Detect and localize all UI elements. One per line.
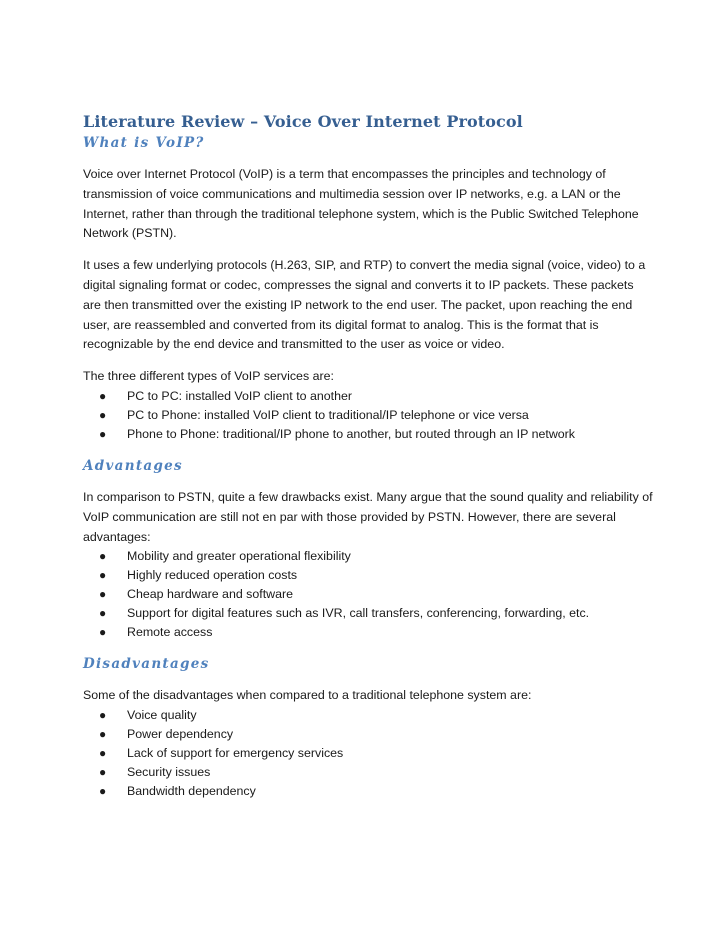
list-item — [83, 725, 653, 744]
bullet-icon: ● — [99, 606, 107, 621]
bullet-icon: ● — [99, 765, 107, 780]
list-item — [83, 763, 653, 782]
list-item — [83, 585, 653, 604]
bullet-icon: ● — [99, 407, 107, 422]
list-item — [83, 782, 653, 801]
list-item — [83, 706, 653, 725]
bullet-icon: ● — [99, 388, 107, 403]
list-item-text: Lack of support for emergency services — [127, 746, 344, 761]
list-item — [83, 425, 653, 444]
paragraph: The three different types of VoIP services are: — [83, 369, 334, 384]
paragraph: Some of the disadvantages when compared to a traditional telephone system are: — [83, 688, 532, 703]
document-body — [83, 112, 653, 801]
paragraph: It uses a few underlying protocols (H.263, SIP, and RTP) to convert the media signal (voice, video) to a digital signaling format or codec, compresses the signal and converts it to IP packets. These packets are then transmitted over the existing IP network to the end user. The packet, upon reaching the end user, are reassembled and converted from its digital format to analog. This is the format that is recognizable by the end device and transmitted to the user as voice or video. — [83, 258, 646, 352]
bullet-icon: ● — [99, 708, 107, 723]
paragraph: In comparison to PSTN, quite a few drawbacks exist. Many argue that the sound quality and reliability of VoIP communication are still not en par with those provided by PSTN. However, there are several advantages: — [83, 489, 653, 544]
bullet-icon: ● — [99, 587, 107, 602]
bullet-icon: ● — [99, 549, 107, 564]
bullet-icon: ● — [99, 784, 107, 799]
list-item — [83, 744, 653, 763]
bullet-icon: ● — [99, 727, 107, 742]
list-item-text: Voice quality — [127, 708, 197, 723]
list-item — [83, 547, 653, 566]
list-item-text: Phone to Phone: traditional/IP phone to another, but routed through an IP network — [127, 426, 575, 441]
paragraph: Voice over Internet Protocol (VoIP) is a term that encompasses the principles and technology of transmission of voice communications and multimedia session over IP networks, e.g. a LAN or the Internet, rather than through the traditional telephone system, which is the Public Switched Telephone Network (PSTN). — [83, 167, 639, 241]
bullet-icon: ● — [99, 746, 107, 761]
list-item-text: Security issues — [127, 765, 211, 780]
section-heading-disadvantages: Disadvantages — [83, 656, 210, 673]
list-item — [83, 604, 653, 623]
section-heading-what-is-voip: What is VoIP? — [83, 135, 205, 151]
list-item — [83, 566, 653, 585]
advantages-list — [83, 547, 653, 642]
bullet-icon: ● — [99, 625, 107, 640]
bullet-icon: ● — [99, 568, 107, 583]
list-item-text: Mobility and greater operational flexibility — [127, 549, 351, 564]
list-item-text: PC to Phone: installed VoIP client to traditional/IP telephone or vice versa — [127, 407, 529, 422]
bullet-icon: ● — [99, 426, 107, 441]
list-item-text: Support for digital features such as IVR, call transfers, conferencing, forwarding, etc. — [127, 606, 590, 621]
voip-service-types-list — [83, 387, 653, 444]
list-item-text: Highly reduced operation costs — [127, 568, 298, 583]
list-item — [83, 406, 653, 425]
list-item — [83, 623, 653, 642]
list-item-text: PC to PC: installed VoIP client to another — [127, 388, 352, 403]
section-heading-advantages: Advantages — [83, 457, 183, 474]
document-title: Literature Review – Voice Over Internet Protocol — [83, 112, 523, 131]
list-item-text: Cheap hardware and software — [127, 587, 293, 602]
list-item-text: Remote access — [127, 625, 213, 640]
list-item-text: Power dependency — [127, 727, 234, 742]
list-item-text: Bandwidth dependency — [127, 784, 256, 799]
list-item — [83, 387, 653, 406]
disadvantages-list — [83, 706, 653, 801]
